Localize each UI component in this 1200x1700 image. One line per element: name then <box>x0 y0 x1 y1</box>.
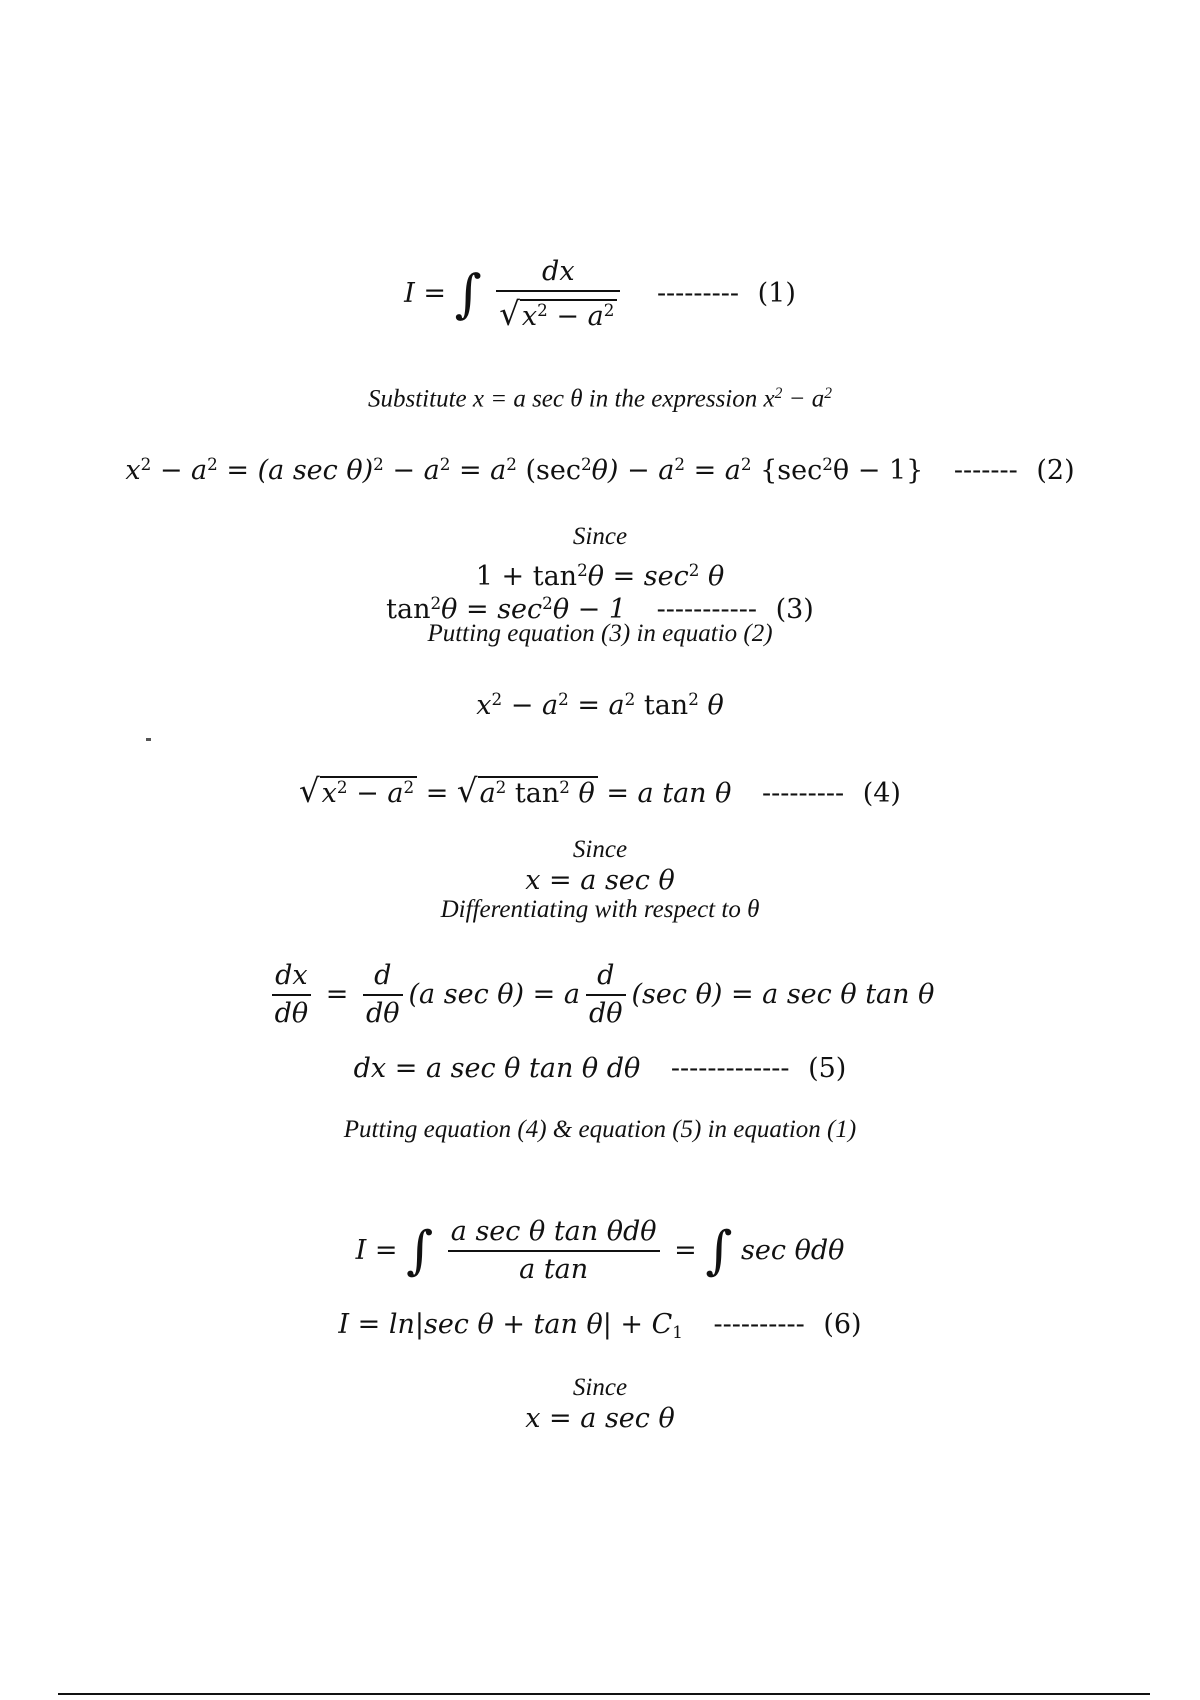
x-equals-text-2: x = a sec θ <box>525 1403 675 1434</box>
integral-substitution <box>0 1214 1200 1288</box>
deriv-f3-num: d <box>597 960 615 991</box>
ident2-dashes: ----------- <box>656 594 757 626</box>
substitute-mid: − a <box>782 385 825 413</box>
eq1-sqrt: $√x^2 - a^2$ <box>499 292 617 335</box>
deriv-f3-den: dθ <box>588 998 623 1029</box>
eq2-part-h: = a <box>684 455 741 487</box>
equation-5 <box>0 1052 1200 1086</box>
deriv-f2-den: dθ <box>365 998 400 1029</box>
ident1-part-b: θ = sec <box>587 561 689 593</box>
deriv-frac-2 <box>363 958 403 1032</box>
ident1-part-c: θ <box>699 561 725 593</box>
equation-1 <box>0 254 1200 335</box>
since-1: Since <box>572 523 628 550</box>
eq4-r2-theta: θ <box>569 778 595 810</box>
res-part-d: tan <box>635 690 689 722</box>
eq4-r1-exp1: 2 <box>336 777 348 797</box>
eq4-sqrt-1: $√x^2 - a^2$ <box>299 770 417 811</box>
res-part-b: − a <box>502 690 559 722</box>
integral-sign-3: ∫ <box>705 1221 733 1281</box>
substitute-exp1: 2 <box>774 385 783 402</box>
eq1-rad-exp1: 2 <box>537 300 548 320</box>
eq2-exp5: 2 <box>506 454 517 474</box>
eq2-dashes: ------- <box>953 455 1018 487</box>
derivative-equation <box>0 958 1200 1032</box>
int-equals: = <box>674 1235 697 1266</box>
eq4-r1-minus: − a <box>347 778 404 810</box>
eq1-rad-minus: − a <box>547 301 604 333</box>
eq5-tag: (5) <box>808 1053 847 1084</box>
eq2-exp4: 2 <box>439 454 451 474</box>
eq2-part-d: − a <box>383 455 440 487</box>
eq2-exp3: 2 <box>373 454 384 474</box>
res-part-f: θ <box>698 690 724 722</box>
deriv-mid-1: (a sec θ) = a <box>408 979 580 1010</box>
eq1-lhs: I = <box>404 278 446 310</box>
substitute-exp2: 2 <box>824 385 832 402</box>
eq1-rad-exp2: 2 <box>603 300 615 320</box>
int-fraction <box>448 1214 660 1288</box>
since-3: Since <box>572 1374 628 1401</box>
eq2-part-i: {sec <box>751 455 823 487</box>
x-equals-a-sec-2 <box>0 1402 1200 1436</box>
equation-6 <box>0 1308 1200 1349</box>
res-part-c: = a <box>568 690 625 722</box>
equation-4 <box>0 770 1200 811</box>
eq1-fraction <box>496 254 620 335</box>
equation-result <box>0 682 1200 723</box>
deriv-f1-den: dθ <box>274 998 309 1029</box>
eq4-r1-exp2: 2 <box>403 777 415 797</box>
eq2-tag: (2) <box>1036 455 1075 487</box>
ident2-part-b: θ = sec <box>441 594 543 626</box>
eq2-part-j: θ − 1} <box>832 455 924 487</box>
eq2-part-f: (sec <box>516 455 581 487</box>
int-numerator: a sec θ tan θdθ <box>450 1216 657 1247</box>
int-denominator: a tan <box>519 1254 589 1285</box>
x-equals-a-sec <box>0 864 1200 898</box>
substitute-text: Substitute x = a sec θ in the expression x <box>368 385 775 413</box>
eq5-text: dx = a sec θ tan θ dθ <box>353 1053 641 1084</box>
eq2-exp8: 2 <box>740 454 752 474</box>
ident1-exp2: 2 <box>688 560 700 580</box>
x-equals-text: x = a sec θ <box>525 865 675 896</box>
eq1-tag: (1) <box>757 278 796 310</box>
ident1-exp1: 2 <box>577 560 588 580</box>
eq2-part-e: = a <box>450 455 507 487</box>
deriv-equals: = <box>325 979 349 1010</box>
deriv-frac-1 <box>272 958 312 1032</box>
eq1-dashes: --------- <box>656 278 740 310</box>
eq2-exp2: 2 <box>207 454 218 474</box>
res-exp3: 2 <box>624 689 636 709</box>
eq6-text: I = ln|sec θ + tan θ| + C <box>338 1309 673 1340</box>
eq2-exp9: 2 <box>822 454 833 474</box>
footer-rule <box>58 1693 1150 1695</box>
eq2-part-b: − a <box>151 455 208 487</box>
deriv-f1-num: dx <box>275 960 308 991</box>
differentiating-line: Differentiating with respect to θ <box>440 896 760 923</box>
eq1-rad-x: x <box>521 301 538 333</box>
ident1-part-a: 1 + tan <box>475 561 578 593</box>
eq4-sqrt-2: $√a^2$ $\tan^2 \theta$ <box>457 770 598 811</box>
eq4-r2-exp2: 2 <box>559 777 570 797</box>
integral-sign: ∫ <box>454 264 482 325</box>
eq2-exp7: 2 <box>674 454 685 474</box>
eq2-exp6: 2 <box>580 454 592 474</box>
int-lhs: I = <box>355 1235 398 1266</box>
eq4-r1-x: x <box>321 778 337 810</box>
equation-2 <box>0 447 1200 488</box>
since-2: Since <box>572 836 628 863</box>
putting-line-2: Putting equation (4) & equation (5) in equation (1) <box>343 1116 857 1143</box>
int-rhs: sec θdθ <box>741 1235 845 1266</box>
eq2-part-c: = (a sec θ) <box>217 455 374 487</box>
deriv-frac-3 <box>586 958 626 1032</box>
res-exp4: 2 <box>688 689 699 709</box>
res-part-a: x <box>476 690 492 722</box>
integral-sign-2: ∫ <box>406 1221 434 1281</box>
ident2-part-a: tan <box>386 594 431 626</box>
putting-line-1: Putting equation (3) in equatio (2) <box>427 620 773 647</box>
deriv-f2-num: d <box>374 960 392 991</box>
eq6-subscript: 1 <box>672 1322 683 1343</box>
ident2-part-c: θ − 1 <box>552 594 627 626</box>
eq4-r2-tan: tan <box>506 778 560 810</box>
eq4-tag: (4) <box>862 778 901 810</box>
res-exp1: 2 <box>491 689 503 709</box>
eq6-tag: (6) <box>823 1309 862 1340</box>
eq6-dashes: ---------- <box>713 1309 805 1340</box>
eq4-equals: = <box>425 778 449 810</box>
eq2-part-a: x <box>125 455 141 487</box>
eq2-exp1: 2 <box>140 454 152 474</box>
stray-mark <box>146 738 151 741</box>
substitute-line <box>0 378 1200 416</box>
eq4-r2-a: a <box>479 778 496 810</box>
eq4-r2-exp1: 2 <box>495 777 507 797</box>
eq4-rhs: = a tan θ <box>606 778 732 810</box>
eq5-dashes: ------------- <box>670 1053 790 1084</box>
eq4-dashes: --------- <box>762 778 845 810</box>
ident2-tag: (3) <box>775 594 814 626</box>
eq1-numerator: dx <box>542 256 575 287</box>
ident2-exp1: 2 <box>430 593 442 613</box>
deriv-mid-2: (sec θ) = a sec θ tan θ <box>631 979 935 1010</box>
eq2-part-g: θ) − a <box>591 455 675 487</box>
res-exp2: 2 <box>558 689 569 709</box>
ident2-exp2: 2 <box>542 593 553 613</box>
